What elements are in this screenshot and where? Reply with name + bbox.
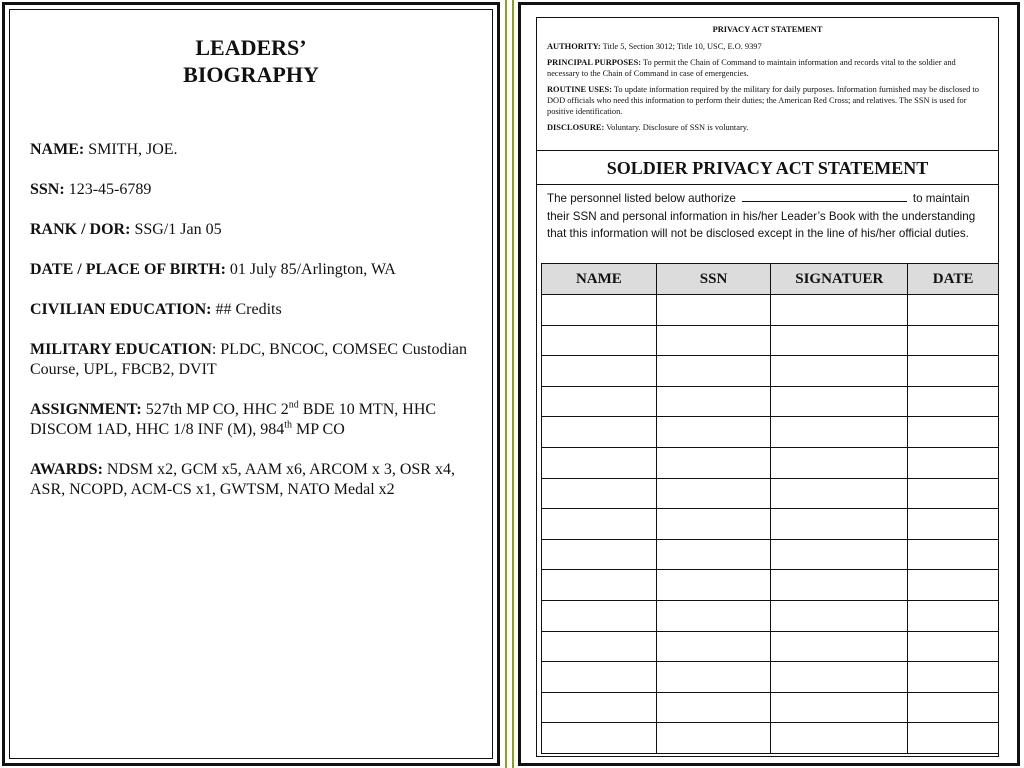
- name-field: [30, 140, 470, 160]
- ssn-cell[interactable]: [656, 631, 771, 662]
- civilian-education-field: [30, 300, 470, 320]
- signature-cell[interactable]: [771, 325, 908, 356]
- ssn-cell[interactable]: [656, 692, 771, 723]
- page-divider: [505, 0, 514, 768]
- date-cell[interactable]: [908, 509, 999, 540]
- date-cell[interactable]: [908, 631, 999, 662]
- signature-cell[interactable]: [771, 295, 908, 326]
- biography-inner-border: [9, 9, 493, 759]
- table-row: [542, 570, 999, 601]
- signature-cell[interactable]: [771, 631, 908, 662]
- rank-field: [30, 220, 470, 240]
- table-row: [542, 692, 999, 723]
- date-cell[interactable]: [908, 600, 999, 631]
- ssn-cell[interactable]: [656, 600, 771, 631]
- column-header-ssn: SSN: [656, 264, 771, 295]
- rank-value: SSG/1 Jan 05: [130, 221, 222, 238]
- signature-cell[interactable]: [771, 662, 908, 693]
- disclosure-label: DISCLOSURE:: [547, 123, 605, 132]
- name-cell[interactable]: [542, 692, 657, 723]
- date-cell[interactable]: [908, 295, 999, 326]
- date-cell[interactable]: [908, 723, 999, 754]
- routine-uses-text: To update information required by the military for daily purposes. Information furnished may be disclosed to DOD officials who need this information to perform their duties; the American Red Cross; and relatives. The SSN is used for positive identification.: [547, 85, 979, 116]
- table-header-row: [542, 264, 999, 295]
- name-cell[interactable]: [542, 295, 657, 326]
- assignment-field: [30, 400, 470, 440]
- biography-title-line2: BIOGRAPHY: [183, 62, 319, 87]
- biography-fields: [30, 140, 470, 520]
- name-cell[interactable]: [542, 662, 657, 693]
- ssn-cell[interactable]: [656, 295, 771, 326]
- column-header-name: NAME: [542, 264, 657, 295]
- privacy-act-statement: [537, 18, 998, 151]
- privacy-page: [518, 2, 1020, 766]
- awards-field: [30, 460, 470, 500]
- signature-cell[interactable]: [771, 386, 908, 417]
- signature-cell[interactable]: [771, 478, 908, 509]
- signature-cell[interactable]: [771, 417, 908, 448]
- ssn-cell[interactable]: [656, 386, 771, 417]
- table-row: [542, 295, 999, 326]
- ssn-cell[interactable]: [656, 478, 771, 509]
- name-label: NAME:: [30, 141, 85, 158]
- signature-cell[interactable]: [771, 356, 908, 387]
- authorization-text-after: to maintain their SSN and personal information in his/her Leader’s Book with the understanding that this information will not be disclosed except in the line of his/her official duties.: [547, 192, 976, 240]
- name-cell[interactable]: [542, 386, 657, 417]
- ssn-cell[interactable]: [656, 447, 771, 478]
- purposes-text: To permit the Chain of Command to maintain information and records vital to the soldier and necessary to the Chain of Command in case of emergencies.: [547, 58, 956, 78]
- name-cell[interactable]: [542, 600, 657, 631]
- disclosure-paragraph: [547, 122, 988, 133]
- name-cell[interactable]: [542, 570, 657, 601]
- ssn-cell[interactable]: [656, 509, 771, 540]
- civilian-education-label: CIVILIAN EDUCATION:: [30, 301, 212, 318]
- ssn-cell[interactable]: [656, 662, 771, 693]
- table-row: [542, 662, 999, 693]
- privacy-act-title: PRIVACY ACT STATEMENT: [712, 25, 823, 34]
- purposes-paragraph: [547, 57, 988, 79]
- authorization-text-before: The personnel listed below authorize: [547, 192, 736, 205]
- name-cell[interactable]: [542, 356, 657, 387]
- routine-uses-paragraph: [547, 84, 988, 117]
- name-value: SMITH, JOE.: [84, 141, 178, 158]
- ssn-field: [30, 180, 470, 200]
- name-cell[interactable]: [542, 509, 657, 540]
- ssn-cell[interactable]: [656, 723, 771, 754]
- signature-cell[interactable]: [771, 570, 908, 601]
- rank-label: RANK / DOR:: [30, 221, 131, 238]
- column-header-signature: SIGNATUER: [771, 264, 908, 295]
- date-cell[interactable]: [908, 417, 999, 448]
- table-row: [542, 600, 999, 631]
- date-cell[interactable]: [908, 447, 999, 478]
- birth-field: [30, 260, 470, 280]
- table-row: [542, 478, 999, 509]
- table-row: [542, 417, 999, 448]
- routine-uses-label: ROUTINE USES:: [547, 85, 612, 94]
- table-row: [542, 631, 999, 662]
- ssn-cell[interactable]: [656, 539, 771, 570]
- date-cell[interactable]: [908, 692, 999, 723]
- biography-page: [2, 2, 500, 766]
- disclosure-text: Voluntary. Disclosure of SSN is voluntary.: [604, 123, 749, 132]
- date-cell[interactable]: [908, 662, 999, 693]
- authority-paragraph: [547, 41, 988, 52]
- signature-cell[interactable]: [771, 447, 908, 478]
- civilian-education-value: ## Credits: [211, 301, 282, 318]
- table-row: [542, 539, 999, 570]
- name-cell[interactable]: [542, 631, 657, 662]
- soldier-privacy-title: SOLDIER PRIVACY ACT STATEMENT: [537, 151, 998, 185]
- table-row: [542, 325, 999, 356]
- signature-cell[interactable]: [771, 600, 908, 631]
- date-cell[interactable]: [908, 386, 999, 417]
- table-row: [542, 356, 999, 387]
- name-cell[interactable]: [542, 478, 657, 509]
- name-cell[interactable]: [542, 723, 657, 754]
- ssn-value: 123-45-6789: [64, 181, 152, 198]
- table-row: [542, 723, 999, 754]
- table-row: [542, 447, 999, 478]
- ssn-label: SSN:: [30, 181, 65, 198]
- awards-value: NDSM x2, GCM x5, AAM x6, ARCOM x 3, OSR x4, ASR, NCOPD, ACM-CS x1, GWTSM, NATO Medal x2: [30, 461, 455, 498]
- table-row: [542, 509, 999, 540]
- date-cell[interactable]: [908, 325, 999, 356]
- ssn-cell[interactable]: [656, 570, 771, 601]
- assignment-text-1: 527th MP CO, HHC 2: [141, 401, 289, 418]
- date-cell[interactable]: [908, 478, 999, 509]
- assignment-text-3: MP CO: [292, 421, 345, 438]
- ssn-cell[interactable]: [656, 325, 771, 356]
- purposes-label: PRINCIPAL PURPOSES:: [547, 58, 642, 67]
- signature-table: [541, 263, 999, 754]
- authorized-leader-blank[interactable]: [742, 190, 907, 202]
- authority-label: AUTHORITY:: [547, 42, 601, 51]
- date-cell[interactable]: [908, 539, 999, 570]
- assignment-superscript-2: th: [284, 419, 293, 431]
- military-education-label: MILITARY EDUCATION: [30, 341, 212, 358]
- assignment-superscript-1: nd: [288, 399, 299, 411]
- birth-label: DATE / PLACE OF BIRTH:: [30, 261, 226, 278]
- signature-cell[interactable]: [771, 692, 908, 723]
- biography-title: [10, 34, 492, 88]
- name-cell[interactable]: [542, 325, 657, 356]
- signature-table-body: [542, 295, 999, 754]
- authorization-paragraph: [547, 190, 987, 243]
- signature-cell[interactable]: [771, 509, 908, 540]
- birth-value: 01 July 85/Arlington, WA: [225, 261, 396, 278]
- assignment-text-2: BDE 10 MTN, HHC DISCOM 1AD, HHC 1/8 INF (M), 984: [30, 401, 437, 438]
- signature-cell[interactable]: [771, 539, 908, 570]
- name-cell[interactable]: [542, 539, 657, 570]
- signature-cell[interactable]: [771, 723, 908, 754]
- date-cell[interactable]: [908, 570, 999, 601]
- assignment-label: ASSIGNMENT:: [30, 401, 142, 418]
- name-cell[interactable]: [542, 447, 657, 478]
- column-header-date: DATE: [908, 264, 999, 295]
- privacy-form: [536, 17, 999, 757]
- table-row: [542, 386, 999, 417]
- awards-label: AWARDS:: [30, 461, 103, 478]
- ssn-cell[interactable]: [656, 356, 771, 387]
- military-education-field: [30, 340, 470, 380]
- biography-title-line1: LEADERS’: [195, 35, 307, 60]
- authority-text: Title 5, Section 3012; Title 10, USC, E.O. 9397: [600, 42, 762, 51]
- date-cell[interactable]: [908, 356, 999, 387]
- military-education-value: : PLDC, BNCOC, COMSEC Custodian Course, UPL, FBCB2, DVIT: [30, 341, 467, 378]
- ssn-cell[interactable]: [656, 417, 771, 448]
- name-cell[interactable]: [542, 417, 657, 448]
